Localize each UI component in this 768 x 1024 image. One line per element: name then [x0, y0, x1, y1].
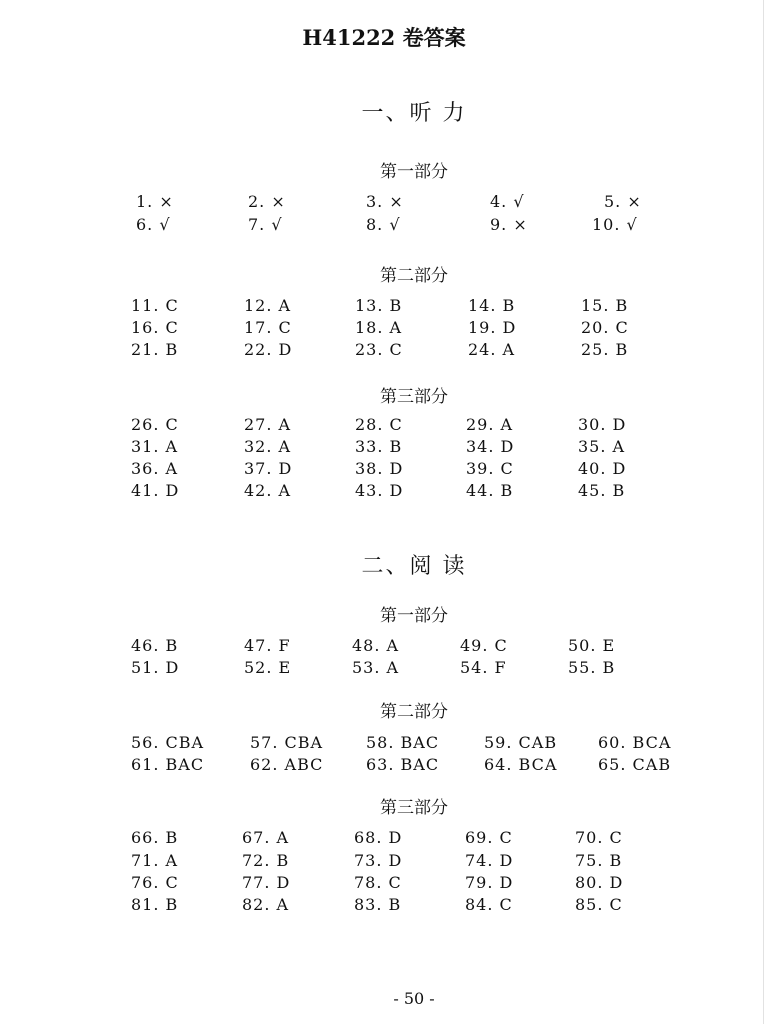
answer-item: 12. A — [244, 296, 292, 315]
answer-item: 7. √ — [248, 215, 283, 234]
answer-item: 16. C — [131, 318, 179, 337]
answer-item: 35. A — [578, 437, 626, 456]
answer-item: 54. F — [460, 658, 507, 677]
answer-item: 82. A — [242, 895, 290, 914]
answer-item: 21. B — [131, 340, 179, 359]
answer-item: 33. B — [355, 437, 403, 456]
answer-item: 60. BCA — [598, 733, 672, 752]
answer-item: 69. C — [465, 828, 513, 847]
answer-item: 20. C — [581, 318, 629, 337]
answer-item: 80. D — [575, 873, 624, 892]
answer-item: 4. √ — [490, 192, 525, 211]
page-title: H41222 卷答案 — [302, 25, 466, 50]
answer-item: 61. BAC — [131, 755, 205, 774]
part-title-reading-1: 第一部分 — [380, 606, 448, 626]
answer-item: 23. C — [355, 340, 403, 359]
answer-row — [0, 318, 768, 342]
answer-item: 71. A — [131, 851, 179, 870]
answer-item: 58. BAC — [366, 733, 440, 752]
answer-item: 64. BCA — [484, 755, 558, 774]
answer-item: 5. × — [604, 192, 642, 211]
section-title-reading: 二、阅 读 — [361, 554, 467, 579]
answer-item: 17. C — [244, 318, 292, 337]
answer-item: 72. B — [242, 851, 290, 870]
answer-item: 6. √ — [136, 215, 171, 234]
answer-item: 14. B — [468, 296, 516, 315]
answer-item: 52. E — [244, 658, 292, 677]
answer-row — [0, 636, 768, 660]
answer-item: 78. C — [354, 873, 402, 892]
answer-item: 45. B — [578, 481, 626, 500]
answer-item: 56. CBA — [131, 733, 205, 752]
answer-row — [0, 873, 768, 897]
answer-item: 77. D — [242, 873, 291, 892]
answer-item: 32. A — [244, 437, 292, 456]
answer-item: 63. BAC — [366, 755, 440, 774]
answer-item: 68. D — [354, 828, 403, 847]
answer-row — [0, 755, 768, 779]
answer-item: 62. ABC — [250, 755, 324, 774]
answer-row — [0, 340, 768, 364]
answer-item: 76. C — [131, 873, 179, 892]
answer-item: 11. C — [131, 296, 179, 315]
answer-item: 41. D — [131, 481, 180, 500]
answer-item: 13. B — [355, 296, 403, 315]
answer-item: 24. A — [468, 340, 516, 359]
answer-item: 43. D — [355, 481, 404, 500]
answer-row — [0, 296, 768, 320]
answer-item: 39. C — [466, 459, 514, 478]
answer-item: 57. CBA — [250, 733, 324, 752]
answer-item: 42. A — [244, 481, 292, 500]
answer-item: 84. C — [465, 895, 513, 914]
part-title-reading-3: 第三部分 — [380, 798, 448, 818]
answer-item: 67. A — [242, 828, 290, 847]
answer-item: 51. D — [131, 658, 180, 677]
answer-item: 37. D — [244, 459, 293, 478]
answer-item: 2. × — [248, 192, 286, 211]
answer-item: 73. D — [354, 851, 403, 870]
answer-item: 81. B — [131, 895, 179, 914]
answer-item: 70. C — [575, 828, 623, 847]
answer-item: 26. C — [131, 415, 179, 434]
page-number: - 50 - — [393, 989, 435, 1008]
answer-item: 31. A — [131, 437, 179, 456]
answer-row — [0, 895, 768, 919]
answer-item: 8. √ — [366, 215, 401, 234]
answer-item: 3. × — [366, 192, 404, 211]
answer-item: 59. CAB — [484, 733, 558, 752]
answer-item: 15. B — [581, 296, 629, 315]
part-title-listening-2: 第二部分 — [380, 266, 448, 286]
answer-item: 49. C — [460, 636, 508, 655]
answer-row — [0, 437, 768, 461]
answer-item: 1. × — [136, 192, 174, 211]
answer-item: 38. D — [355, 459, 404, 478]
answer-item: 36. A — [131, 459, 179, 478]
answer-item: 34. D — [466, 437, 515, 456]
answer-row — [0, 192, 768, 216]
answer-row — [0, 459, 768, 483]
part-title-reading-2: 第二部分 — [380, 702, 448, 722]
answer-item: 10. √ — [592, 215, 638, 234]
answer-item: 29. A — [466, 415, 514, 434]
answer-item: 44. B — [466, 481, 514, 500]
answer-item: 18. A — [355, 318, 403, 337]
section-title-listening: 一、听 力 — [361, 101, 467, 126]
answer-row — [0, 658, 768, 682]
answer-item: 28. C — [355, 415, 403, 434]
answer-item: 9. × — [490, 215, 528, 234]
answer-item: 48. A — [352, 636, 400, 655]
answer-item: 22. D — [244, 340, 293, 359]
answer-row — [0, 828, 768, 852]
answer-item: 50. E — [568, 636, 616, 655]
part-title-listening-1: 第一部分 — [380, 162, 448, 182]
answer-item: 19. D — [468, 318, 517, 337]
answer-item: 53. A — [352, 658, 400, 677]
answer-item: 30. D — [578, 415, 627, 434]
answer-item: 83. B — [354, 895, 402, 914]
answer-row — [0, 215, 768, 239]
part-title-listening-3: 第三部分 — [380, 387, 448, 407]
answer-item: 74. D — [465, 851, 514, 870]
answer-item: 25. B — [581, 340, 629, 359]
answer-item: 55. B — [568, 658, 616, 677]
answer-item: 40. D — [578, 459, 627, 478]
answer-item: 79. D — [465, 873, 514, 892]
answer-row — [0, 481, 768, 505]
answer-item: 27. A — [244, 415, 292, 434]
answer-item: 75. B — [575, 851, 623, 870]
answer-row — [0, 415, 768, 439]
answer-item: 85. C — [575, 895, 623, 914]
answer-item: 46. B — [131, 636, 179, 655]
answer-row — [0, 733, 768, 757]
answer-item: 47. F — [244, 636, 291, 655]
answer-item: 65. CAB — [598, 755, 672, 774]
answer-item: 66. B — [131, 828, 179, 847]
answer-row — [0, 851, 768, 875]
